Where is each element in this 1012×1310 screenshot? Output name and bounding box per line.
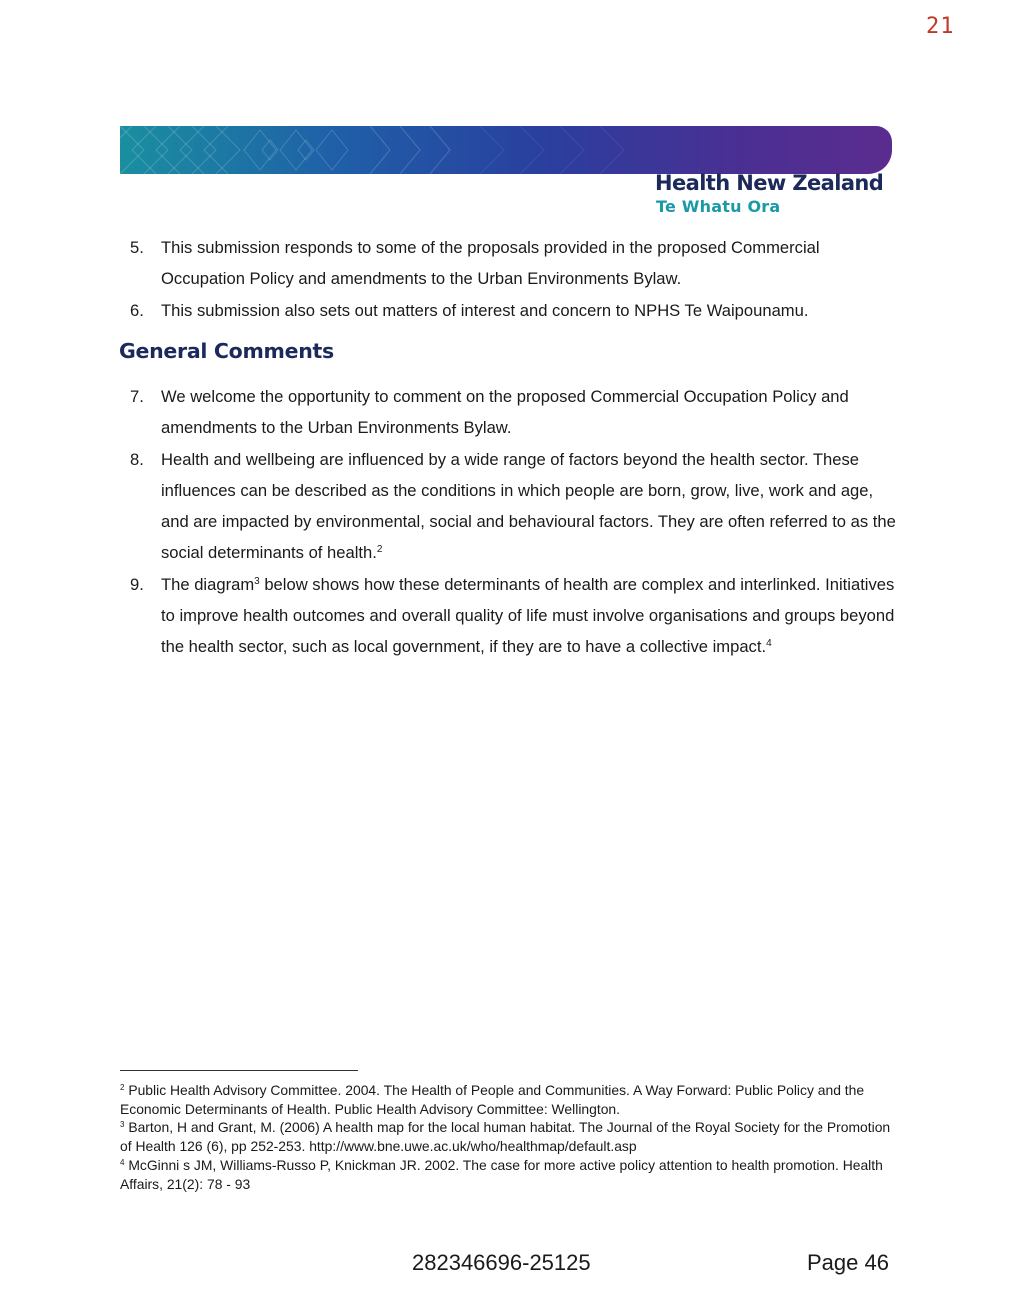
footnote-ref[interactable]: 4 — [766, 638, 772, 650]
item-number: 8. — [130, 449, 144, 469]
logo-title: Health New Zealand — [655, 171, 884, 195]
list-item — [130, 295, 900, 326]
item-text: This submission responds to some of the proposals provided in the proposed Commercial Occupation Policy and amendments to the Urban Environments Bylaw. — [161, 238, 820, 289]
item-text-wrapper — [161, 444, 900, 569]
footnote — [120, 1118, 900, 1155]
list-item — [130, 381, 900, 444]
footnote-text: Barton, H and Grant, M. (2006) A health map for the local human habitat. The Journal of the Royal Society for the Promotion of Health 126 (6), pp 252-253. http://www.bne.uwe.ac.uk/who/healthmap/default.asp — [120, 1119, 891, 1155]
logo-subtitle: Te Whatu Ora — [656, 197, 781, 216]
header-banner — [120, 126, 892, 174]
footnotes — [120, 1081, 900, 1193]
footnote — [120, 1156, 900, 1193]
banner-pattern-icon — [120, 126, 892, 174]
item-number: 6. — [130, 300, 144, 320]
item-text-wrapper — [161, 569, 900, 663]
footnote-number: 3 — [120, 1120, 125, 1130]
list-item — [130, 569, 900, 663]
footnote-divider — [120, 1070, 358, 1071]
item-text: Health and wellbeing are influenced by a wide range of factors beyond the health sector. These influences can be described as the conditions in which people are born, grow, live, work and age, and are impacted by environmental, social and behavioural factors. They are often referred to as the social determinants of health. — [161, 449, 896, 563]
item-number: 7. — [130, 387, 144, 406]
general-comments-list — [130, 381, 900, 663]
footnote-ref[interactable]: 2 — [376, 544, 383, 556]
item-text: This submission also sets out matters of interest and concern to NPHS Te Waipounamu. — [161, 300, 809, 320]
page-number: Page 46 — [807, 1250, 889, 1275]
intro-list — [130, 232, 900, 326]
section-heading: General Comments — [119, 339, 334, 363]
item-text: below shows how these determinants of health are complex and interlinked. Initiatives to improve health outcomes and overall quality of life must involve organisations and groups beyond the health sector, such as local government, if they are to have a collective impact. — [161, 574, 895, 657]
list-item — [130, 232, 900, 295]
footnote-text: Public Health Advisory Committee. 2004. The Health of People and Communities. A Way Forward: Public Policy and the Economic Determinants of Health. Public Health Advisory Committee: Wellington. — [120, 1082, 865, 1117]
item-number: 5. — [130, 238, 144, 257]
item-text: The diagram — [161, 574, 255, 594]
footnote — [120, 1081, 900, 1118]
page-stamp-number: 21 — [926, 14, 955, 39]
footnote-text: McGinni s JM, Williams-Russo P, Knickman JR. 2002. The case for more active policy attention to health promotion. Health Affairs, 21(2): 78 - 93 — [120, 1156, 883, 1192]
list-item — [130, 444, 900, 569]
document-id: 282346696-25125 — [412, 1250, 591, 1275]
footnote-number: 4 — [120, 1157, 125, 1167]
item-text: We welcome the opportunity to comment on the proposed Commercial Occupation Policy and amendments to the Urban Environments Bylaw. — [161, 387, 849, 438]
footnote-number: 2 — [120, 1083, 125, 1092]
footnote-ref[interactable]: 3 — [254, 575, 260, 587]
item-number: 9. — [130, 574, 144, 594]
